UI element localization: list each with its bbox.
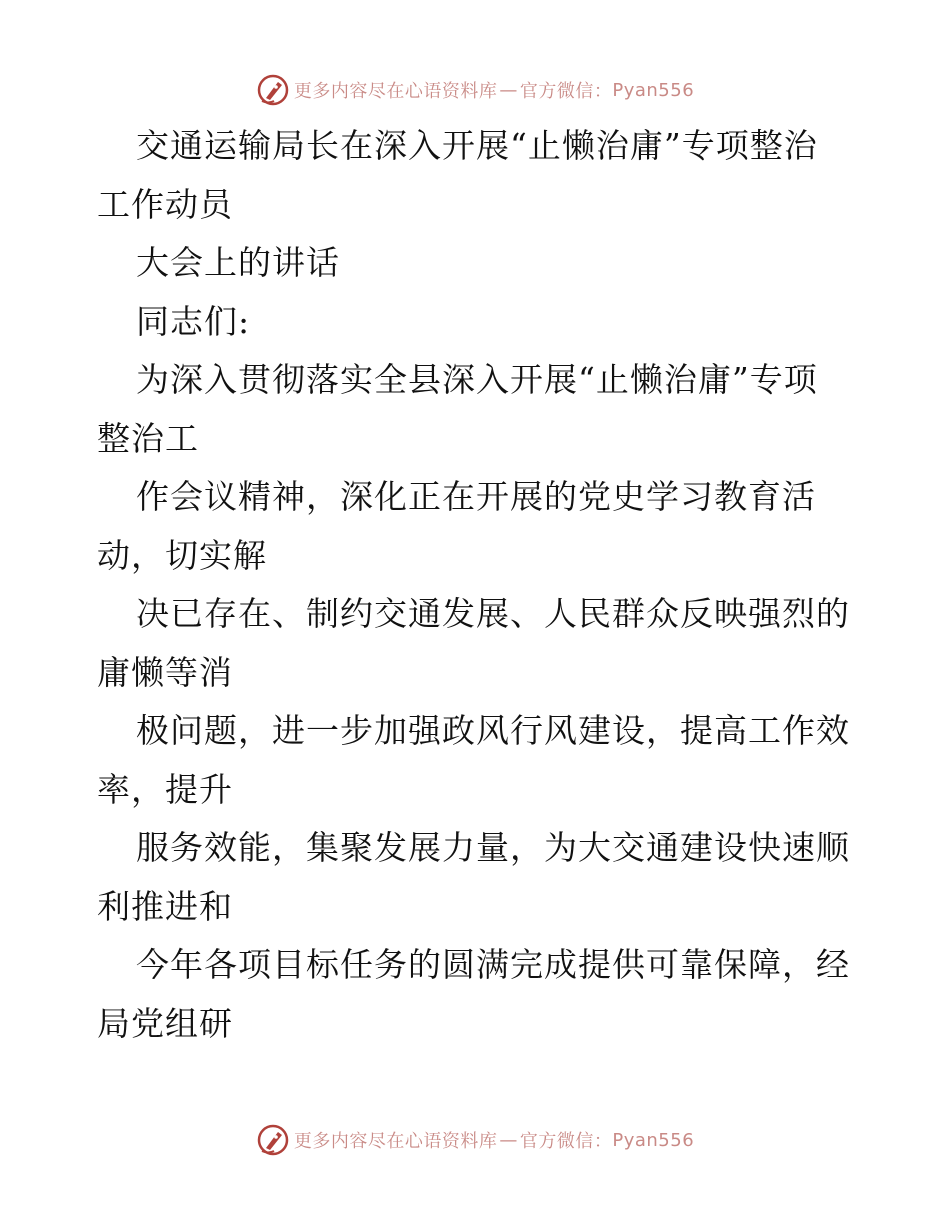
text-line: 同志们: bbox=[136, 301, 251, 341]
text-line: 动，切实解 bbox=[97, 535, 267, 575]
text-line: 率，提升 bbox=[97, 769, 233, 809]
watermark-account: Pyan556 bbox=[612, 1129, 695, 1151]
text-line: 极问题，进一步加强政风行风建设，提高工作效 bbox=[136, 711, 850, 750]
text-line: 决已存在、制约交通发展、人民群众反映强烈的 bbox=[136, 594, 850, 633]
text-line: 局党组研 bbox=[97, 1003, 233, 1043]
watermark-text: 更多内容尽在心语资料库 bbox=[293, 81, 498, 102]
text-line: 整治工 bbox=[97, 418, 199, 458]
text-line: 大会上的讲话 bbox=[136, 243, 340, 282]
document-body bbox=[97, 117, 857, 1053]
text-line: 庸懒等消 bbox=[97, 652, 233, 692]
watermark-text: 更多内容尽在心语资料库 bbox=[293, 1131, 498, 1152]
watermark-official-label: 官方微信： bbox=[519, 1131, 613, 1152]
text-line: 今年各项目标任务的圆满完成提供可靠保障，经 bbox=[136, 945, 850, 984]
footer-watermark bbox=[0, 1122, 950, 1158]
text-line: 为深入贯彻落实全县深入开展“止懒治庸”专项 bbox=[136, 360, 818, 399]
text-line: 作会议精神，深化正在开展的党史学习教育活 bbox=[136, 477, 816, 516]
pen-nib-logo-icon bbox=[256, 1123, 290, 1157]
watermark-separator: — bbox=[499, 79, 518, 101]
pen-nib-logo-icon bbox=[256, 73, 290, 107]
text-line: 利推进和 bbox=[97, 886, 233, 926]
header-watermark bbox=[0, 72, 950, 108]
text-line: 交通运输局长在深入开展“止懒治庸”专项整治 bbox=[136, 126, 818, 165]
text-line: 服务效能，集聚发展力量，为大交通建设快速顺 bbox=[136, 828, 850, 867]
watermark-account: Pyan556 bbox=[612, 79, 695, 101]
watermark-separator: — bbox=[499, 1129, 518, 1151]
watermark-official-label: 官方微信： bbox=[519, 81, 613, 102]
text-line: 工作动员 bbox=[97, 184, 233, 224]
